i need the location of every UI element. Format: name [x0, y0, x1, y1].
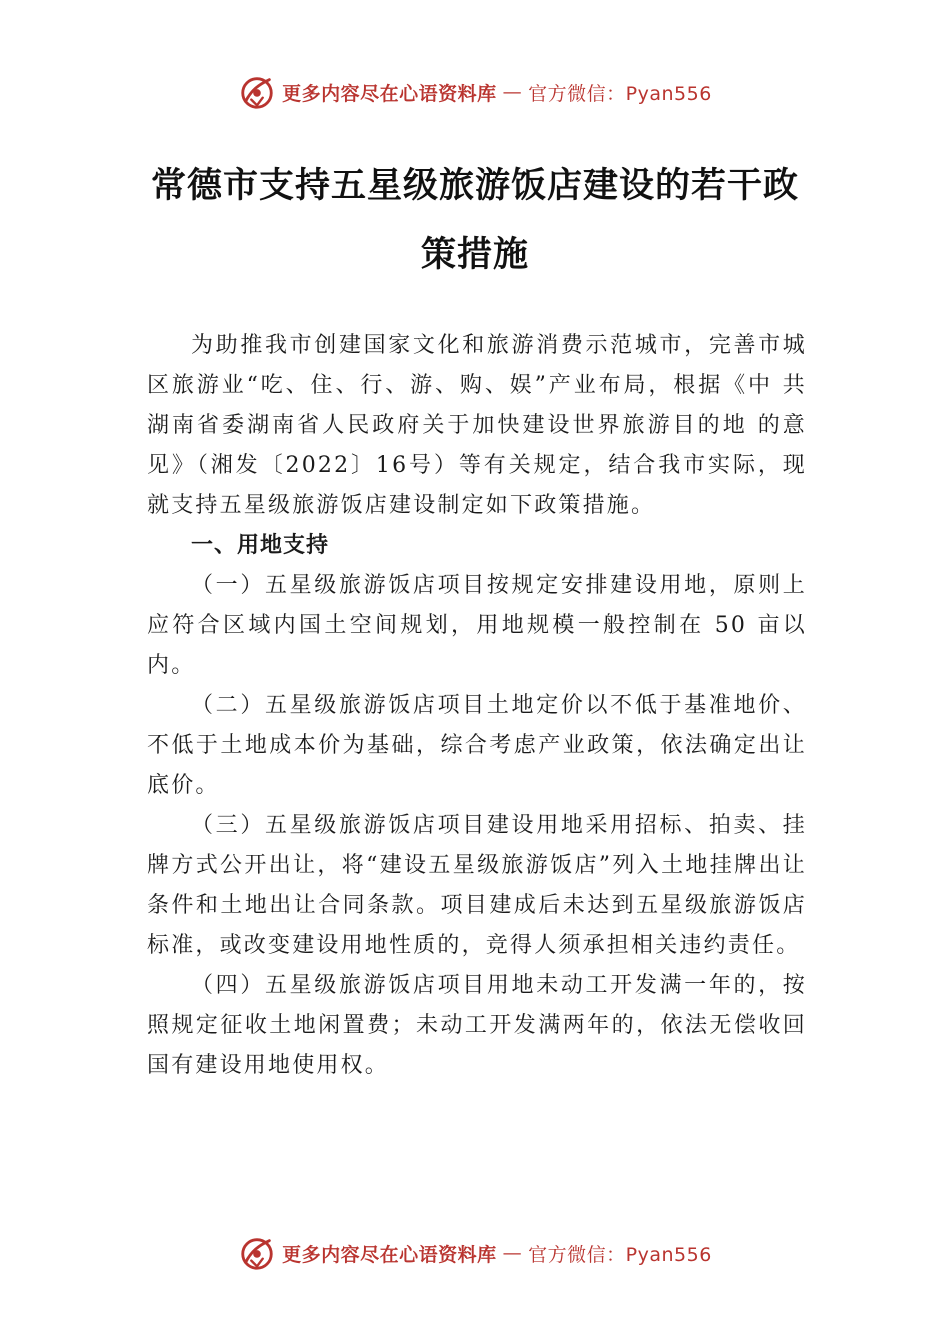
document-title-line-1: 常德市支持五星级旅游饭店建设的若干政	[150, 165, 799, 206]
watermark-separator: —	[502, 1242, 523, 1264]
watermark-wechat: 官方微信：Pyan556	[528, 82, 712, 105]
policy-item-1: （一）五星级旅游饭店项目按规定安排建设用地，原则上应符合区域内国土空间规划，用地规模一般控制在 50 亩以内。	[147, 573, 807, 678]
policy-item-2: （二）五星级旅游饭店项目土地定价以不低于基准地价、不低于土地成本价为基础，综合考虑产业政策，依法确定出让底价。	[147, 693, 807, 798]
brand-logo-icon	[238, 73, 276, 111]
intro-paragraph: 为助推我市创建国家文化和旅游消费示范城市，完善市城区旅游业“吃、住、行、游、购、娱”产业布局，根据《中 共湖南省委湖南省人民政府关于加快建设世界旅游目的地 的意见》（湘发〔2022〕16号）等有关规定，结合我市实际，现就支持五星级旅游饭店建设制定如下政策措施。	[147, 333, 807, 518]
brand-logo-icon	[238, 1234, 276, 1272]
policy-item-4: （四）五星级旅游饭店项目用地未动工开发满一年的，按照规定征收土地闲置费；未动工开发满两年的，依法无偿收回国有建设用地使用权。	[147, 973, 807, 1078]
policy-item-3: （三）五星级旅游饭店项目建设用地采用招标、拍卖、挂牌方式公开出让，将“建设五星级旅游饭店”列入土地挂牌出让条件和土地出让合同条款。项目建成后未达到五星级旅游饭店标准，或改变建设用地性质的，竞得人须承担相关违约责任。	[147, 813, 807, 958]
watermark-brand: 更多内容尽在心语资料库	[282, 1243, 497, 1266]
section-heading-land-support: 一、用地支持	[191, 533, 330, 558]
watermark-wechat: 官方微信：Pyan556	[528, 1243, 712, 1266]
watermark-header	[0, 72, 950, 112]
watermark-separator: —	[502, 81, 523, 103]
document-body	[147, 326, 807, 1086]
watermark-brand: 更多内容尽在心语资料库	[282, 82, 497, 105]
watermark-footer	[0, 1233, 950, 1273]
document-title-line-2: 策措施	[420, 234, 529, 275]
